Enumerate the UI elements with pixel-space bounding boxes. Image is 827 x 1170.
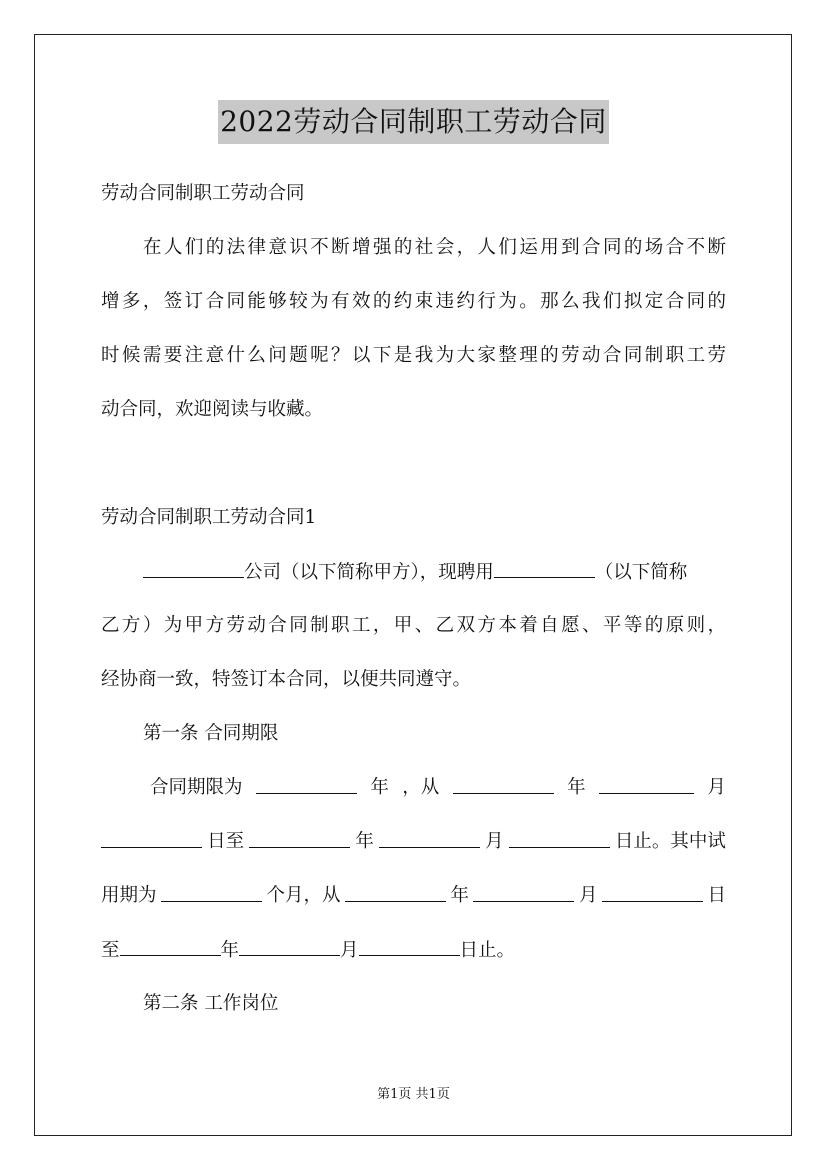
end-day-blank bbox=[509, 829, 610, 848]
day-stop-label: 日止。 bbox=[459, 940, 516, 961]
day-end-label: 日止。其中试 bbox=[614, 831, 726, 852]
trial-prefix: 用期为 bbox=[101, 885, 157, 906]
month-label: 月 bbox=[707, 777, 726, 798]
abbr-text: （以下简称 bbox=[594, 562, 688, 583]
day-to-label: 日至 bbox=[207, 831, 245, 852]
intro-line-3: 时候需要注意什么问题呢？以下是我为大家整理的劳动合同制职工劳 bbox=[101, 345, 726, 366]
party-line-1 bbox=[143, 559, 726, 586]
start-year-blank bbox=[453, 775, 554, 794]
party-line-2: 乙方）为甲方劳动合同制职工，甲、乙双方本着自愿、平等的原则， bbox=[101, 615, 726, 636]
company-blank bbox=[143, 559, 244, 578]
year-label: 年 bbox=[567, 777, 586, 798]
end-month-blank bbox=[379, 829, 480, 848]
page-footer: 第1页 共1页 bbox=[377, 1087, 450, 1102]
article1-line-1 bbox=[150, 775, 726, 801]
document-subtitle: 劳动合同制职工劳动合同 bbox=[101, 183, 305, 204]
term-prefix: 合同期限为 bbox=[150, 777, 243, 798]
article2-heading: 第二条 工作岗位 bbox=[143, 993, 279, 1014]
trial-months-blank bbox=[161, 883, 262, 902]
article1-line-4 bbox=[101, 937, 726, 964]
to-label: 至 bbox=[101, 940, 120, 961]
article1-line-3 bbox=[101, 883, 726, 909]
months-from-label: 个月，从 bbox=[266, 885, 341, 906]
year-label: 年 bbox=[355, 831, 374, 852]
intro-line-1: 在人们的法律意识不断增强的社会，人们运用到合同的场合不断 bbox=[143, 237, 726, 258]
trial-end-month-blank bbox=[239, 937, 340, 956]
section-title: 劳动合同制职工劳动合同1 bbox=[101, 507, 317, 528]
year-label: 年 bbox=[450, 885, 469, 906]
trial-start-month-blank bbox=[473, 883, 574, 902]
intro-line-4: 动合同，欢迎阅读与收藏。 bbox=[101, 399, 324, 420]
term-years-blank bbox=[256, 775, 357, 794]
intro-line-2: 增多，签订合同能够较为有效的约束违约行为。那么我们拟定合同的 bbox=[101, 291, 726, 312]
day-label: 日 bbox=[707, 885, 726, 906]
document-title: 2022劳动合同制职工劳动合同 bbox=[218, 100, 609, 144]
trial-start-day-blank bbox=[602, 883, 703, 902]
start-day-blank bbox=[101, 829, 202, 848]
year-label: 年 bbox=[370, 777, 389, 798]
article1-heading: 第一条 合同期限 bbox=[143, 723, 279, 744]
month-label: 月 bbox=[485, 831, 504, 852]
employee-blank bbox=[494, 559, 595, 578]
month-label: 月 bbox=[340, 940, 359, 961]
from-label: ，从 bbox=[402, 777, 440, 798]
title-wrap bbox=[0, 100, 827, 144]
trial-end-day-blank bbox=[359, 937, 460, 956]
trial-start-year-blank bbox=[345, 883, 446, 902]
year-label: 年 bbox=[220, 940, 240, 961]
end-year-blank bbox=[249, 829, 350, 848]
company-text: 公司（以下简称甲方），现聘用 bbox=[244, 562, 494, 583]
article1-line-2 bbox=[101, 829, 726, 855]
month-label: 月 bbox=[578, 885, 598, 906]
start-month-blank bbox=[599, 775, 694, 794]
trial-end-year-blank bbox=[120, 937, 221, 956]
party-line-3: 经协商一致，特签订本合同，以便共同遵守。 bbox=[101, 669, 472, 690]
